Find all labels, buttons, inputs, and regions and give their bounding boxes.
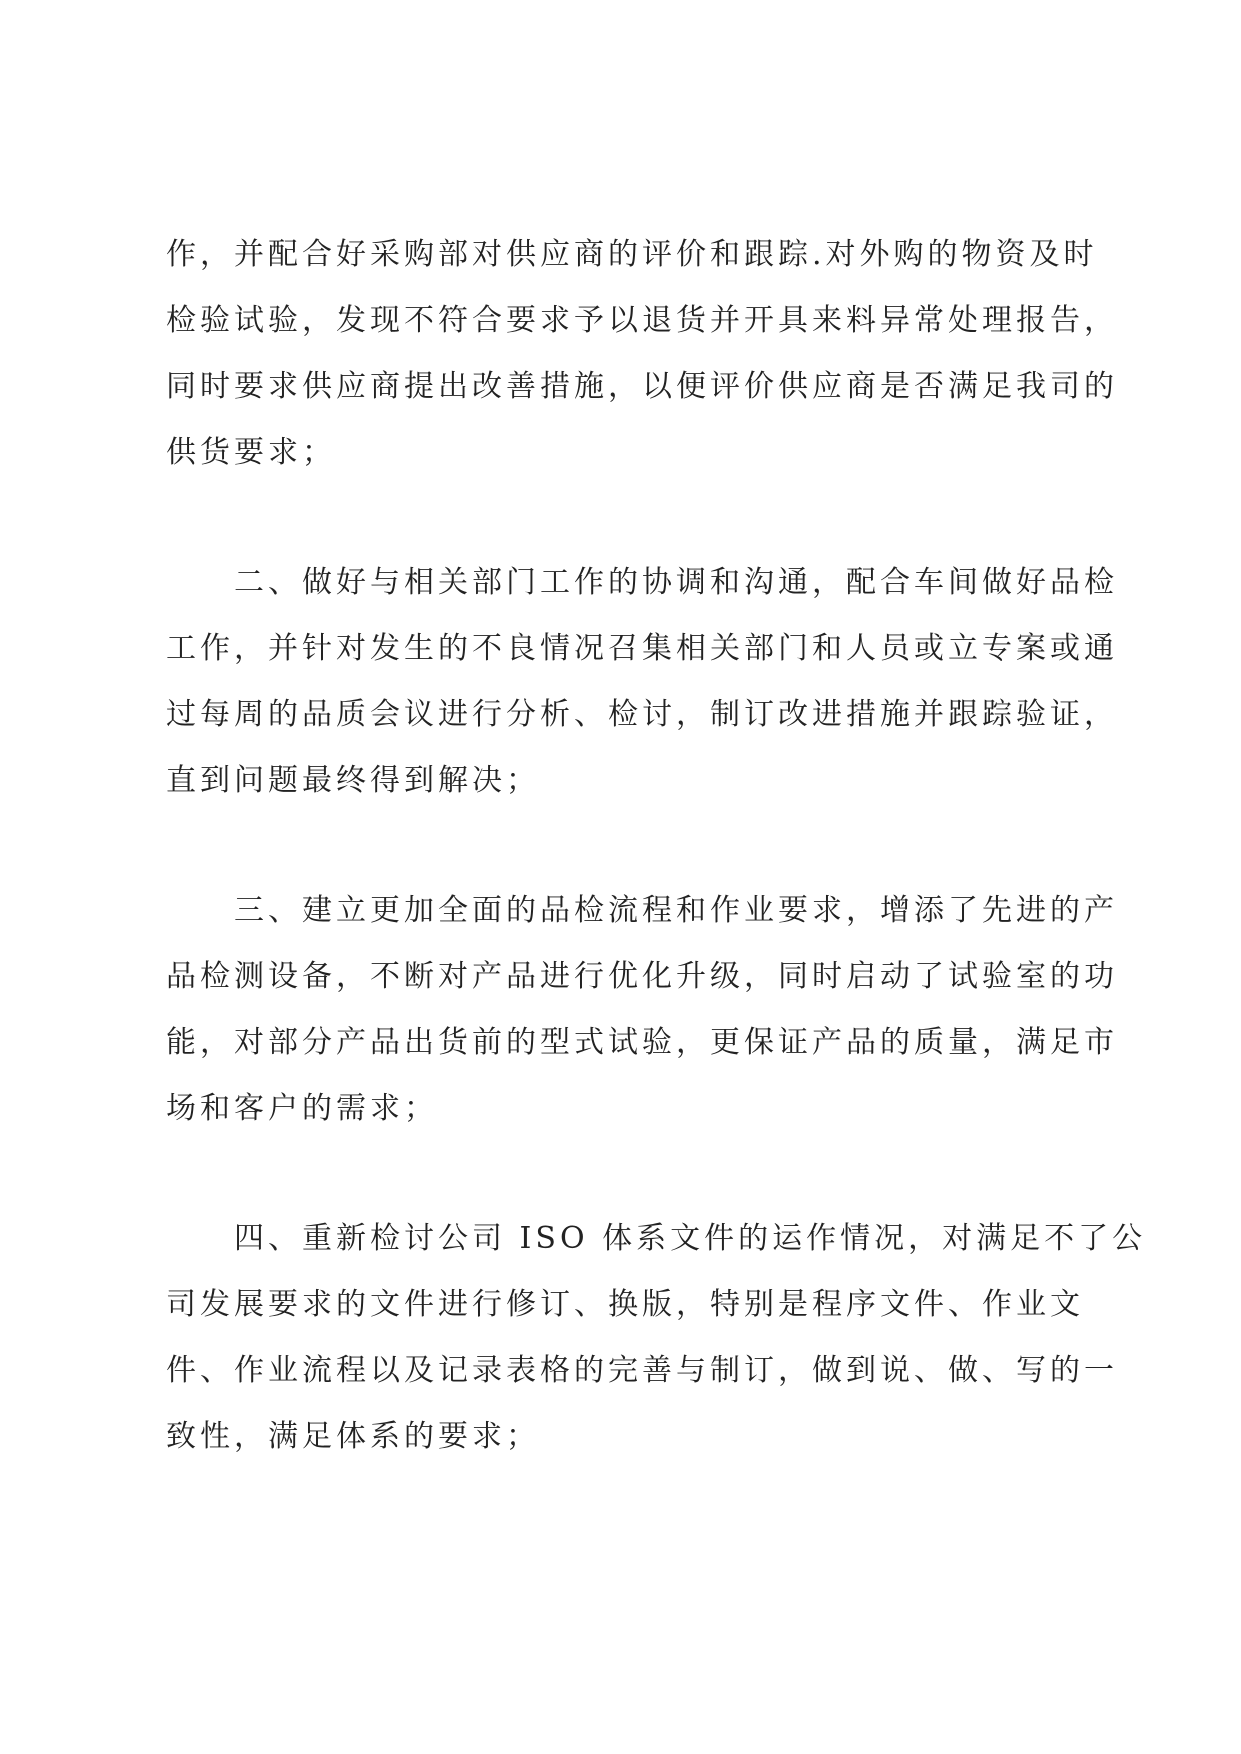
text-line: 件、作业流程以及记录表格的完善与制订，做到说、做、写的一: [166, 1353, 1118, 1388]
text-line: 直到问题最终得到解决；: [166, 763, 540, 798]
text-line: 司发展要求的文件进行修订、换版，特别是程序文件、作业文: [166, 1287, 1084, 1322]
paragraph-continuation: [166, 222, 1118, 486]
text-line: 三、建立更加全面的品检流程和作业要求，增添了先进的产: [234, 893, 1118, 928]
text-line: 场和客户的需求；: [166, 1091, 438, 1126]
document-body: [166, 222, 1147, 1534]
text-line: 过每周的品质会议进行分析、检讨，制订改进措施并跟踪验证，: [166, 697, 1118, 732]
text-line: 致性，满足体系的要求；: [166, 1419, 540, 1454]
text-line: 四、重新检讨公司 ISO 体系文件的运作情况，对满足不了公: [234, 1221, 1147, 1256]
paragraph-two: [166, 550, 1118, 814]
text-line: 能，对部分产品出货前的型式试验，更保证产品的质量，满足市: [166, 1025, 1118, 1060]
paragraph-four: [166, 1206, 1147, 1470]
text-line: 作，并配合好采购部对供应商的评价和跟踪.对外购的物资及时: [166, 237, 1098, 272]
text-line: 检验试验，发现不符合要求予以退货并开具来料异常处理报告，: [166, 303, 1118, 338]
text-line: 二、做好与相关部门工作的协调和沟通，配合车间做好品检: [234, 565, 1118, 600]
text-line: 同时要求供应商提出改善措施，以便评价供应商是否满足我司的: [166, 369, 1118, 404]
text-line: 工作，并针对发生的不良情况召集相关部门和人员或立专案或通: [166, 631, 1118, 666]
text-line: 供货要求；: [166, 435, 336, 470]
paragraph-three: [166, 878, 1118, 1142]
text-line: 品检测设备，不断对产品进行优化升级，同时启动了试验室的功: [166, 959, 1118, 994]
